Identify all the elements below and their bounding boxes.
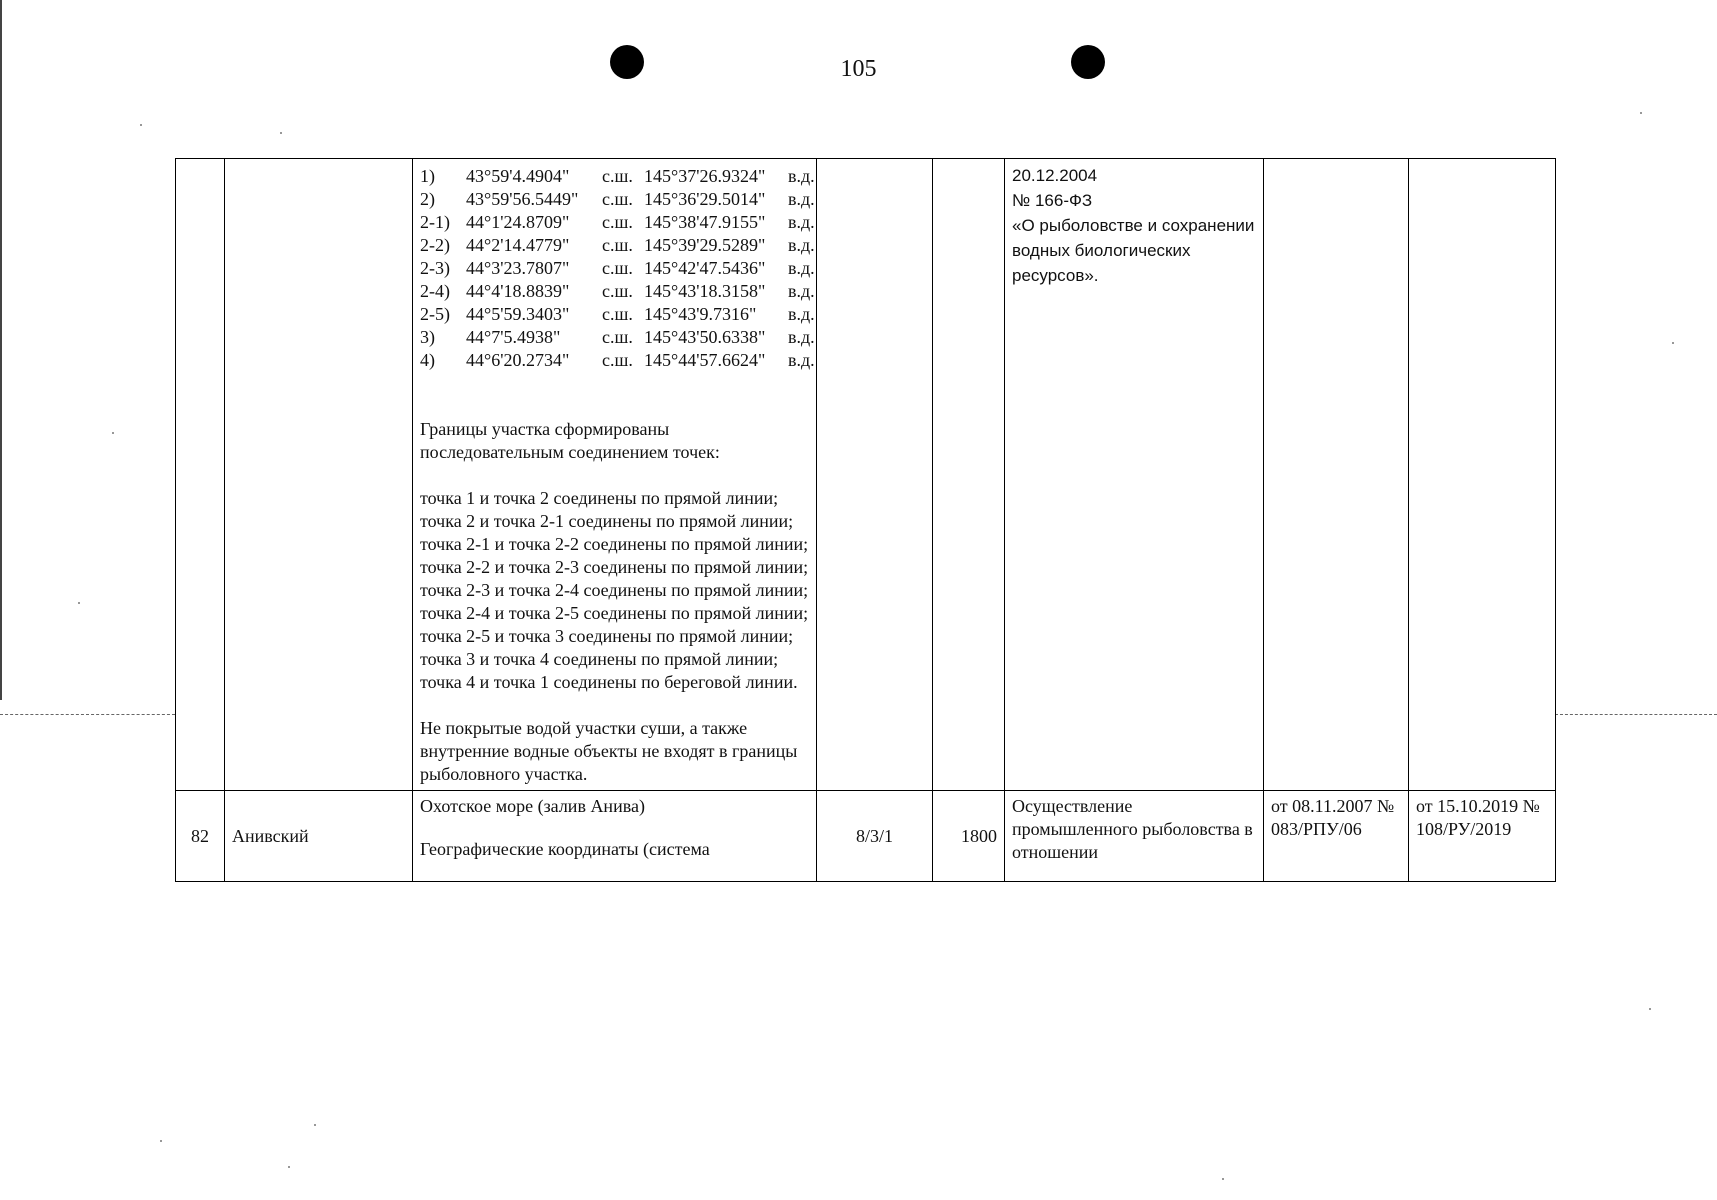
- coordinate-lat: 44°1'24.8709": [466, 212, 570, 232]
- location-line-2: Географические координаты (система: [420, 839, 710, 859]
- law-date: 20.12.2004: [1012, 166, 1098, 185]
- boundary-segment: точка 4 и точка 1 соединены по береговой линии.: [420, 672, 798, 692]
- cell-boundaries: [413, 159, 817, 791]
- coordinate-row: [420, 280, 815, 303]
- scan-speck: [1649, 1008, 1651, 1010]
- cell-index-empty: [176, 159, 225, 791]
- cell-decision-empty: [1409, 159, 1556, 791]
- boundary-segment: точка 2-2 и точка 2-3 соединены по прямой линии;: [420, 557, 809, 577]
- scan-speck: [78, 602, 80, 604]
- coordinate-ns: с.ш.: [602, 212, 633, 232]
- scan-artifact-line-left: [0, 714, 175, 715]
- coordinate-lon: 145°43'18.3158": [644, 281, 766, 301]
- scan-left-edge: [0, 0, 2, 700]
- coordinate-ew: в.д.: [788, 212, 815, 232]
- location-line-1: Охотское море (залив Анива): [420, 796, 645, 816]
- coordinate-ew: в.д.: [788, 235, 815, 255]
- coordinate-num: 2-5): [420, 304, 450, 324]
- scan-speck: [140, 124, 142, 126]
- coordinate-lon: 145°37'26.9324": [644, 166, 766, 186]
- coordinate-row: [420, 349, 815, 372]
- coordinate-ns: с.ш.: [602, 350, 633, 370]
- cell-area-empty: [933, 159, 1005, 791]
- segment-list: [420, 487, 809, 694]
- coordinate-lat: 44°7'5.4938": [466, 327, 561, 347]
- coordinate-lon: 145°42'47.5436": [644, 258, 766, 278]
- boundary-segment: точка 2-3 и точка 2-4 соединены по прямой линии;: [420, 580, 809, 600]
- cell-area: 1800: [933, 791, 1005, 882]
- cell-law-reference: [1005, 159, 1264, 791]
- cell-code: 8/3/1: [817, 791, 933, 882]
- coordinate-ns: с.ш.: [602, 281, 633, 301]
- coordinate-row: [420, 188, 815, 211]
- coordinate-num: 2): [420, 189, 435, 209]
- boundary-segment: точка 2-4 и точка 2-5 соединены по прямой линии;: [420, 603, 809, 623]
- scan-speck: [112, 432, 114, 434]
- law-title: «О рыболовстве и сохранении водных биологических ресурсов».: [1012, 216, 1255, 285]
- coordinate-row: [420, 326, 815, 349]
- coordinate-num: 2-1): [420, 212, 450, 232]
- coordinate-lat: 44°6'20.2734": [466, 350, 570, 370]
- coordinate-lat: 44°2'14.4779": [466, 235, 570, 255]
- coordinate-ns: с.ш.: [602, 166, 633, 186]
- table-row-continuation: [176, 159, 1556, 791]
- scan-speck: [314, 1124, 316, 1126]
- coordinate-num: 1): [420, 166, 435, 186]
- coordinate-lat: 44°3'23.7807": [466, 258, 570, 278]
- coordinate-lat: 43°59'4.4904": [466, 166, 570, 186]
- fishing-area-table: [175, 158, 1556, 882]
- coordinate-row: [420, 211, 815, 234]
- cell-agreement: от 08.11.2007 № 083/РПУ/06: [1264, 791, 1409, 882]
- coordinate-ew: в.д.: [788, 166, 815, 186]
- coordinate-lon: 145°44'57.6624": [644, 350, 766, 370]
- coordinate-ew: в.д.: [788, 350, 815, 370]
- coordinate-row: [420, 234, 815, 257]
- coordinate-ns: с.ш.: [602, 235, 633, 255]
- coordinate-row: [420, 303, 815, 326]
- coordinate-lat: 44°5'59.3403": [466, 304, 570, 324]
- scan-artifact-line-right: [1555, 714, 1717, 715]
- coordinate-row: [420, 165, 815, 188]
- cell-location: [413, 791, 817, 882]
- scan-speck: [1222, 1178, 1224, 1180]
- law-number: № 166-ФЗ: [1012, 191, 1093, 210]
- cell-agreement-empty: [1264, 159, 1409, 791]
- boundary-segment: точка 1 и точка 2 соединены по прямой линии;: [420, 488, 779, 508]
- coordinate-ns: с.ш.: [602, 258, 633, 278]
- coordinate-row: [420, 257, 815, 280]
- cell-purpose: Осуществление промышленного рыболовства в отношении: [1005, 791, 1264, 882]
- cell-index: 82: [176, 791, 225, 882]
- scan-speck: [280, 132, 282, 134]
- coordinate-ew: в.д.: [788, 189, 815, 209]
- boundary-segment: точка 2-5 и точка 3 соединены по прямой линии;: [420, 626, 794, 646]
- coordinate-list: [420, 165, 815, 372]
- cell-code-empty: [817, 159, 933, 791]
- coordinate-num: 2-4): [420, 281, 450, 301]
- cell-name: Анивский: [225, 791, 413, 882]
- coordinate-lon: 145°43'9.7316": [644, 304, 757, 324]
- exclusion-note: Не покрытые водой участки суши, а также внутренние водные объекты не входят в границы рыболовного участка.: [420, 718, 798, 784]
- coordinate-lat: 43°59'56.5449": [466, 189, 579, 209]
- cell-name-empty: [225, 159, 413, 791]
- coordinate-lon: 145°39'29.5289": [644, 235, 766, 255]
- table-row-82: [176, 791, 1556, 882]
- coordinate-ns: с.ш.: [602, 189, 633, 209]
- boundary-segment: точка 2 и точка 2-1 соединены по прямой линии;: [420, 511, 794, 531]
- scan-speck: [1672, 342, 1674, 344]
- page-number: 105: [840, 56, 877, 82]
- coordinate-lat: 44°4'18.8839": [466, 281, 570, 301]
- scan-speck: [1640, 112, 1642, 114]
- coordinate-ns: с.ш.: [602, 327, 633, 347]
- coordinate-ns: с.ш.: [602, 304, 633, 324]
- coordinate-ew: в.д.: [788, 281, 815, 301]
- coordinate-num: 3): [420, 327, 435, 347]
- coordinate-lon: 145°38'47.9155": [644, 212, 766, 232]
- coordinate-num: 4): [420, 350, 435, 370]
- boundary-segment: точка 2-1 и точка 2-2 соединены по прямой линии;: [420, 534, 809, 554]
- coordinate-lon: 145°43'50.6338": [644, 327, 766, 347]
- coordinate-num: 2-3): [420, 258, 450, 278]
- coordinate-lon: 145°36'29.5014": [644, 189, 766, 209]
- coordinate-ew: в.д.: [788, 327, 815, 347]
- cell-decision: от 15.10.2019 № 108/РУ/2019: [1409, 791, 1556, 882]
- boundary-segment: точка 3 и точка 4 соединены по прямой линии;: [420, 649, 779, 669]
- coordinate-num: 2-2): [420, 235, 450, 255]
- scan-speck: [160, 1140, 162, 1142]
- coordinate-ew: в.д.: [788, 304, 815, 324]
- boundary-intro: Границы участка сформированы последовательным соединением точек:: [420, 419, 720, 462]
- coordinate-ew: в.д.: [788, 258, 815, 278]
- scan-speck: [288, 1166, 290, 1168]
